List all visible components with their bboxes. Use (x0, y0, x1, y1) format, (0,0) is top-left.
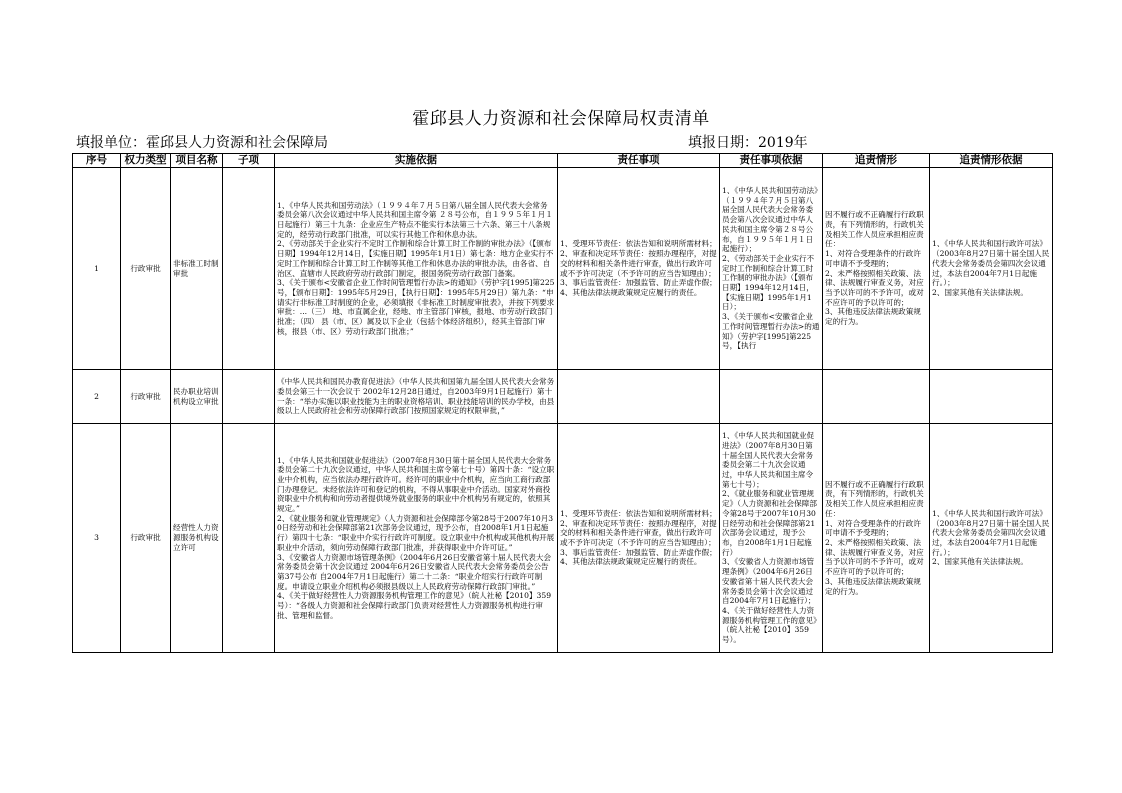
accountability-basis (930, 424, 1053, 653)
header-cell: 责任事项依据 (720, 154, 823, 168)
accountability-basis-text: 1、《中华人民共和国行政许可法》（2003年8月27日第十届全国人民代表大会常务委员会第四次会议通过，本法自2004年7月1日起施行。）； 2、国家其他有关法律法规。 (932, 508, 1050, 567)
sub-item (223, 370, 275, 424)
filing-date: 填报日期：2019年 (688, 135, 808, 151)
item-name: 民办职业培训机构设立审批 (171, 370, 223, 424)
accountability-situations (823, 168, 930, 370)
power-type: 行政审批 (121, 370, 171, 424)
implementation-basis-text: 1、《中华人民共和国就业促进法》（2007年8月30日第十届全国人民代表大会常务委员会第二十九次会议通过，中华人民共和国主席令第七十号）第四十条：“设立职业中介机构，应当依法办理行政许可。经许可的职业中介机构，应当向工商行政部门办理登记。未经依法许可和登记的机构，不得从事职业中介活动。国家对外商投资职业中介机构和向劳动者提供境外就业服务的职业中介机构另有规定的，依照其规定。” 2、《就业服务和就业管理规定》（人力资源和社会保障部令第28号于2007年10月30日经劳动和社会保障部第21次部务会议通过，现予公布，自2008年1月1日起施行）第四十七条：“职业中介实行行政许可制度。设立职业中介机构或其他机构开展职业中介活动，须向劳动保障行政部门批准，并获得职业中介许可证。” 3、《安徽省人力资源市场管理条例》（2004年6月26日安徽省第十届人民代表大会常务委员会第十次会议通过 2004年6月26日安徽省人民代表大会常务委员会公告第37号公布 自2004年7月1日起施行）第二十二条：“职业介绍实行行政许可制度。申请设立职业介绍机构必须报县级以上人民政府劳动保障行政部门审批。” 4、《关于做好经营性人力资源服务机构管理工作的意见》（皖人社秘【2010】359号）：“各级人力资源和社会保障行政部门负责对经营性人力资源服务机构进行审批、管理和监督。 (277, 455, 555, 620)
responsibility-items-text: 1、受理环节责任：依法告知和说明所需材料； 2、审查和决定环节责任：按照办理程序，对提交的材料和相关条件进行审查，做出行政许可或不予许可决定（不予许可的应当告知理由）； 3、事后监管责任：加强监管、防止弄虚作假； 4、其他法律法规政策规定应履行的责任。 (560, 508, 717, 567)
responsibility-items-text: 1、受理环节责任：依法告知和说明所需材料； 2、审查和决定环节责任：按照办理程序，对提交的材料和相关条件进行审查，做出行政许可或不予许可决定（不予许可的应当告知理由）； 3、事后监管责任：加强监管、防止弄虚作假； 4、其他法律法规政策规定应履行的责任。 (560, 239, 717, 297)
row-number: 1 (73, 168, 121, 370)
responsibility-basis-text: 1、《中华人民共和国劳动法》（１９９４年７月５日第八届全国人民代表大会常务委员会第八次会议通过中华人民共和国主席令第２８号公布，自１９９５年１月１日起施行）； 2、《劳动部关于企业实行不定时工作制和综合计算工时工作制的审批办法》（【颁布日期】1994年12月14日，【实施日期】1995年1月1日）； 3、《关于颁布<安徽省企业工作时间管理暂行办法>的通知》（劳护字[1995]第225号，【执行 (722, 186, 820, 351)
accountability-basis (930, 370, 1053, 424)
header-cell: 项目名称 (171, 154, 223, 168)
accountability-situations-text: 因不履行或不正确履行行政职责，有下列情形的，行政机关及相关工作人员应承担相应责任： 1、对符合受理条件的行政许可申请不予受理的； 2、未严格按照相关政策、法律、法规履行审查义务，对应当予以许可的不予许可，或对不应许可的予以许可的； 3、其他违反法律法规政策规定的行为。 (825, 479, 924, 596)
implementation-basis (275, 370, 558, 424)
header-cell: 子项 (223, 154, 275, 168)
implementation-basis-text: 《中华人民共和国民办教育促进法》（中华人民共和国第九届全国人民代表大会常务委员会第三十一次会议于 2002年12月28日通过，自2003年9月1日起施行）第十一条：“举办实施以职业技能为主的职业资格培训、职业技能培训的民办学校，由县级以上人民政府社会和劳动保障行政部门按照国家规定的权限审批，” (277, 377, 555, 416)
item-name: 非标准工时制审批 (171, 168, 223, 370)
table-row (73, 370, 1053, 424)
accountability-situations-text: 因不履行或不正确履行行政职责，有下列情形的，行政机关及相关工作人员应承担相应责任： 1、对符合受理条件的行政许可申请不予受理的； 2、未严格按照相关政策、法律、法规履行审查义务，对应当予以许可的不予许可，或对不应许可的予以许可的； 3、其他违反法律法规政策规定的行为。 (825, 210, 924, 327)
document-title: 霍邱县人力资源和社会保障局权责清单 (412, 109, 710, 129)
header-cell: 追责情形依据 (930, 154, 1053, 168)
header-cell: 权力类型 (121, 154, 171, 168)
header-cell: 序号 (73, 154, 121, 168)
responsibility-items (558, 370, 720, 424)
item-name: 经营性人力资源服务机构设立许可 (171, 424, 223, 653)
table-header-row (73, 154, 1053, 168)
accountability-situations (823, 424, 930, 653)
filing-unit: 填报单位：霍邱县人力资源和社会保障局 (76, 135, 328, 151)
accountability-situations (823, 370, 930, 424)
row-number: 3 (73, 424, 121, 653)
implementation-basis (275, 424, 558, 653)
table-row (73, 168, 1053, 370)
implementation-basis-text: 1、《中华人民共和国劳动法》（１９９４年７月５日第八届全国人民代表大会常务委员会第八次会议通过中华人民共和国主席令第 ２８号公布，自１９９５年１月１日起施行）第三十九条：企业应生产特点不能实行本法第三十六条、第三十八条规定的，经劳动行政部门批准，可以实行其他工作和休息办法。 2、《劳动部关于企业实行不定时工作制和综合计算工时工作制的审批办法》（【颁布日期】1994年12月14日，【实施日期】1995年1月1日）第七条：地方企业实行不定时工作制和综合计算工时工作制等其他工作和休息办法的审批办法，由各省、自治区、直辖市人民政府劳动行政部门制定，报国务院劳动行政部门备案。 3、《关于颁布<安徽省企业工作时间管理暂行办法>的通知》（劳护字[1995]第225号，【颁布日期】：1995年5月29日，【执行日期】：1995年5月29日）第九条：“申请实行非标准工时制度的企业，必须填报《非标准工时制度审批表》，并按下列要求审批：...（三） 地、市直属企业，经地、市主管部门审核，报地、市劳动行政部门批准；（四） 县（市、区）属及以下企业（包括个体经济组织），经其主管部门审核，报县（市、区）劳动行政部门批准；” (277, 200, 555, 336)
responsibility-basis-text: 1、《中华人民共和国就业促进法》（2007年8月30日第十届全国人民代表大会常务委员会第二十九次会议通过，中华人民共和国主席令第七十号）； 2、《就业服务和就业管理规定》（人力资源和社会保障部令第28号于2007年10月30日经劳动和社会保障部第21次部务会议通过，现予公布，自2008年1月1日起施行） 3、《安徽省人力资源市场管理条例》（2004年6月26日安徽省第十届人民代表大会常务委员会第十次会议通过 自2004年7月1日起施行）； 4、《关于做好经营性人力资源服务机构管理工作的意见》（皖人社秘【2010】359号）。 (722, 431, 817, 645)
row-number: 2 (73, 370, 121, 424)
power-responsibility-table (72, 153, 1053, 653)
responsibility-items (558, 168, 720, 370)
sub-item (223, 168, 275, 370)
accountability-basis (930, 168, 1053, 370)
header-cell: 追责情形 (823, 154, 930, 168)
power-type: 行政审批 (121, 168, 171, 370)
power-type: 行政审批 (121, 424, 171, 653)
responsibility-basis (720, 370, 823, 424)
responsibility-basis (720, 168, 823, 370)
responsibility-items (558, 424, 720, 653)
implementation-basis (275, 168, 558, 370)
accountability-basis-text: 1、《中华人民共和国行政许可法》（2003年8月27日第十届全国人民代表大会常务委员会第四次会议通过，本法自2004年7月1日起施行。）； 2、国家其他有关法律法规。 (932, 239, 1050, 297)
header-cell: 实施依据 (275, 154, 558, 168)
responsibility-basis (720, 424, 823, 653)
header-cell: 责任事项 (558, 154, 720, 168)
sub-item (223, 424, 275, 653)
table-row (73, 424, 1053, 653)
